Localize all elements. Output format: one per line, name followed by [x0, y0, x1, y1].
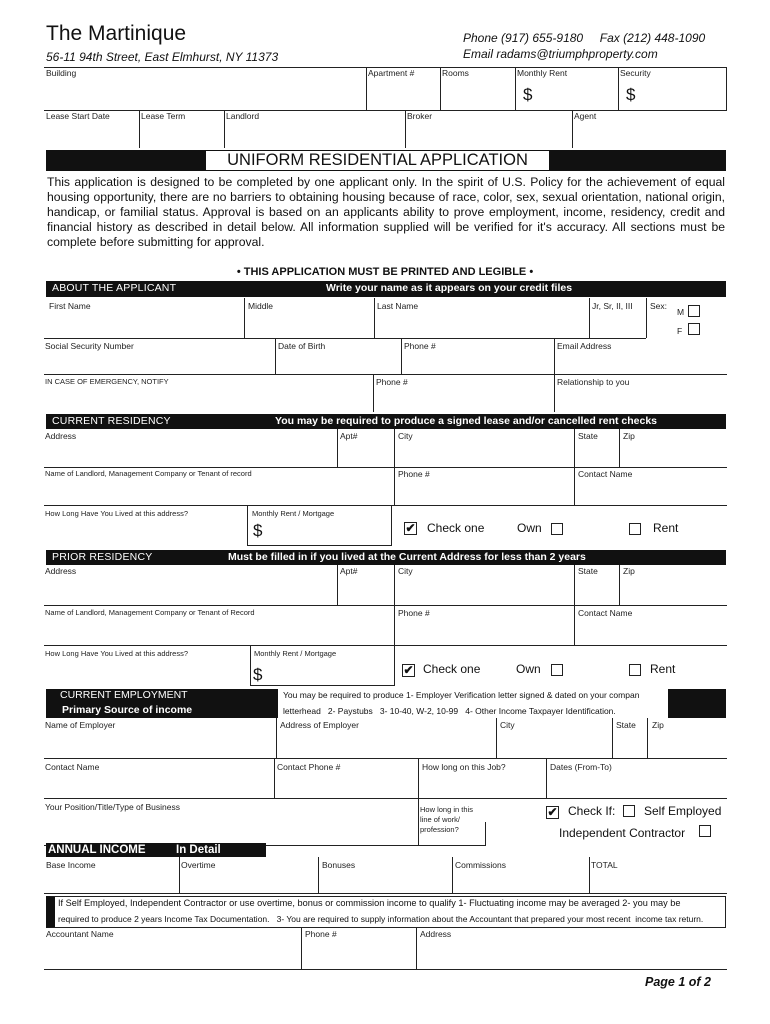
first-name-label: First Name	[49, 301, 91, 311]
sex-m-label: M	[677, 307, 685, 317]
income-note-2: required to produce 2 years Income Tax Documentation. 3- You are required to supply information about the Accountant that prepared your most recent income tax return.	[58, 914, 704, 924]
cur-monthly-dollar: $	[253, 521, 263, 540]
overtime-label: Overtime	[181, 860, 216, 870]
security-label: Security	[620, 68, 651, 78]
cur-check-one-label: Check one	[427, 521, 485, 535]
emp-contact-label: Contact Name	[45, 762, 100, 772]
prior-how-long-label: How Long Have You Lived at this address?	[45, 649, 189, 658]
cur-check-one-checkbox[interactable]: ✔	[405, 521, 416, 535]
emp-city-label: City	[500, 720, 515, 730]
employment-bar-right	[668, 689, 726, 718]
phone-fax-line: Phone (917) 655-9180 Fax (212) 448-1090	[463, 31, 706, 45]
emp-contact-phone-label: Contact Phone #	[277, 762, 341, 772]
cur-rent-checkbox[interactable]	[629, 523, 641, 535]
contractor-checkbox[interactable]	[699, 825, 711, 837]
prior-residency-title: PRIOR RESIDENCY	[52, 551, 153, 563]
self-employed-checkbox[interactable]	[623, 805, 635, 817]
rent-dollar: $	[523, 85, 533, 104]
prior-rent-checkbox[interactable]	[629, 664, 641, 676]
prior-monthly-label: Monthly Rent / Mortgage	[254, 649, 337, 658]
company-address: 56-11 94th Street, East Elmhurst, NY 11373	[46, 50, 279, 64]
page-number: Page 1 of 2	[645, 975, 711, 989]
emergency-phone-label: Phone #	[376, 377, 408, 387]
sex-m-checkbox[interactable]	[688, 305, 700, 317]
email-label: Email Address	[557, 341, 612, 351]
self-employed-label: Self Employed	[644, 804, 722, 818]
sex-f-checkbox[interactable]	[688, 323, 700, 335]
prior-own-label: Own	[516, 662, 541, 676]
prior-zip-label: Zip	[623, 566, 635, 576]
cur-own-label: Own	[517, 521, 542, 535]
emp-state-label: State	[616, 720, 636, 730]
security-dollar: $	[626, 85, 636, 104]
rooms-label: Rooms	[442, 68, 469, 78]
form-title: UNIFORM RESIDENTIAL APPLICATION	[227, 151, 528, 169]
cur-zip-label: Zip	[623, 431, 635, 441]
bonuses-label: Bonuses	[322, 860, 356, 870]
prior-check-one-label: Check one	[423, 662, 481, 676]
last-name-label: Last Name	[377, 301, 419, 311]
cur-rent-label: Rent	[653, 521, 679, 535]
commissions-label: Commissions	[455, 860, 507, 870]
agent-label: Agent	[574, 111, 597, 121]
employment-title: CURRENT EMPLOYMENT	[60, 689, 188, 701]
cur-city-label: City	[398, 431, 413, 441]
emergency-label: IN CASE OF EMERGENCY, NOTIFY	[45, 377, 169, 386]
emp-zip-label: Zip	[652, 720, 664, 730]
employer-label: Name of Employer	[45, 720, 116, 730]
lease-term-label: Lease Term	[141, 111, 186, 121]
prior-address-label: Address	[45, 566, 77, 576]
emp-how-long-job-label: How long on this Job?	[422, 762, 506, 772]
company-name: The Martinique	[46, 22, 187, 45]
base-income-label: Base Income	[46, 860, 96, 870]
income-title: ANNUAL INCOME	[48, 844, 146, 856]
cur-address-label: Address	[45, 431, 77, 441]
how-long-work-line3: profession?	[420, 825, 459, 834]
prior-check-one-checkbox[interactable]: ✔	[403, 663, 414, 677]
broker-label: Broker	[407, 111, 433, 121]
suffix-label: Jr, Sr, II, III	[592, 301, 633, 311]
sex-label: Sex:	[650, 301, 668, 311]
accountant-address-label: Address	[420, 929, 452, 939]
prior-contact-label: Contact Name	[578, 608, 633, 618]
phone-label: Phone #	[404, 341, 436, 351]
cur-contact-label: Contact Name	[578, 469, 633, 479]
prior-residency-note: Must be filled in if you lived at the Current Address for less than 2 years	[228, 551, 586, 563]
building-label: Building	[46, 68, 77, 78]
intro-paragraph: This application is designed to be completed by one applicant only. In the spirit of U.S. Policy for the achievement of equal housing opportunity, there are no barriers to obtaining housing because of race, color, sex, sexual orientation, national origin, handicap, or familial status. Approval is based on an applicants ability to prove employment, income, residency, credit and financial history as described in detail below. All information supplied will be verified for it's accuracy. All sections must be complete before submitting for approval.	[47, 175, 725, 249]
monthly-rent-label: Monthly Rent	[517, 68, 568, 78]
income-bar	[46, 843, 266, 857]
employment-bar	[46, 689, 278, 718]
lease-start-label: Lease Start Date	[46, 111, 110, 121]
relationship-label: Relationship to you	[557, 377, 630, 387]
dob-label: Date of Birth	[278, 341, 326, 351]
employment-note-1: You may be required to produce 1- Employer Verification letter signed & dated on your compan	[283, 690, 640, 700]
employer-address-label: Address of Employer	[280, 720, 359, 730]
email-line: Email radams@triumphproperty.com	[463, 47, 658, 61]
applicant-bar-note: Write your name as it appears on your credit files	[326, 282, 573, 294]
accountant-phone-label: Phone #	[305, 929, 337, 939]
landlord-label: Landlord	[226, 111, 260, 121]
how-long-work-line1: How long in this	[420, 805, 473, 814]
accountant-label: Accountant Name	[46, 929, 114, 939]
cur-landlord-label: Name of Landlord, Management Company or Tenant of record	[45, 469, 252, 478]
prior-monthly-dollar: $	[253, 665, 263, 684]
prior-rent-label: Rent	[650, 662, 676, 676]
ssn-label: Social Security Number	[45, 341, 134, 351]
current-residency-bar	[46, 414, 726, 429]
prior-state-label: State	[578, 566, 598, 576]
cur-state-label: State	[578, 431, 598, 441]
position-label: Your Position/Title/Type of Business	[45, 802, 180, 812]
applicant-bar-title: ABOUT THE APPLICANT	[52, 282, 177, 294]
prior-landlord-label: Name of Landlord, Management Company or Tenant of Record	[45, 608, 255, 617]
printed-notice: • THIS APPLICATION MUST BE PRINTED AND LEGIBLE •	[236, 266, 534, 278]
prior-phone-label: Phone #	[398, 608, 430, 618]
current-residency-note: You may be required to produce a signed lease and/or cancelled rent checks	[275, 415, 658, 427]
total-label: TOTAL	[591, 860, 618, 870]
cur-own-checkbox[interactable]	[551, 523, 563, 535]
prior-residency-bar	[46, 550, 726, 565]
check-if-checkbox[interactable]: ✔	[547, 805, 558, 819]
emp-dates-label: Dates (From-To)	[550, 762, 612, 772]
apartment-label: Apartment #	[368, 68, 415, 78]
cur-how-long-label: How Long Have You Lived at this address?	[45, 509, 189, 518]
cur-phone-label: Phone #	[398, 469, 430, 479]
employment-note-2: letterhead 2- Paystubs 3- 10-40, W-2, 10-99 4- Other Income Taxpayer Identification.	[283, 706, 616, 716]
middle-label: Middle	[248, 301, 274, 311]
sex-f-label: F	[677, 326, 683, 336]
prior-apt-label: Apt#	[340, 566, 358, 576]
check-if-label: Check If:	[568, 804, 616, 818]
how-long-work-line2: line of work/	[420, 815, 461, 824]
cur-apt-label: Apt#	[340, 431, 358, 441]
employment-subtitle: Primary Source of income	[62, 704, 193, 716]
income-subtitle: In Detail	[176, 844, 221, 856]
cur-monthly-label: Monthly Rent / Mortgage	[252, 509, 335, 518]
prior-city-label: City	[398, 566, 413, 576]
contractor-label: Independent Contractor	[559, 826, 686, 840]
income-note-1: If Self Employed, Independent Contractor or use overtime, bonus or commission income to qualify 1- Fluctuating income may be averaged 2- you may be	[58, 898, 681, 908]
current-residency-title: CURRENT RESIDENCY	[52, 415, 171, 427]
applicant-bar	[46, 281, 726, 297]
prior-own-checkbox[interactable]	[551, 664, 563, 676]
